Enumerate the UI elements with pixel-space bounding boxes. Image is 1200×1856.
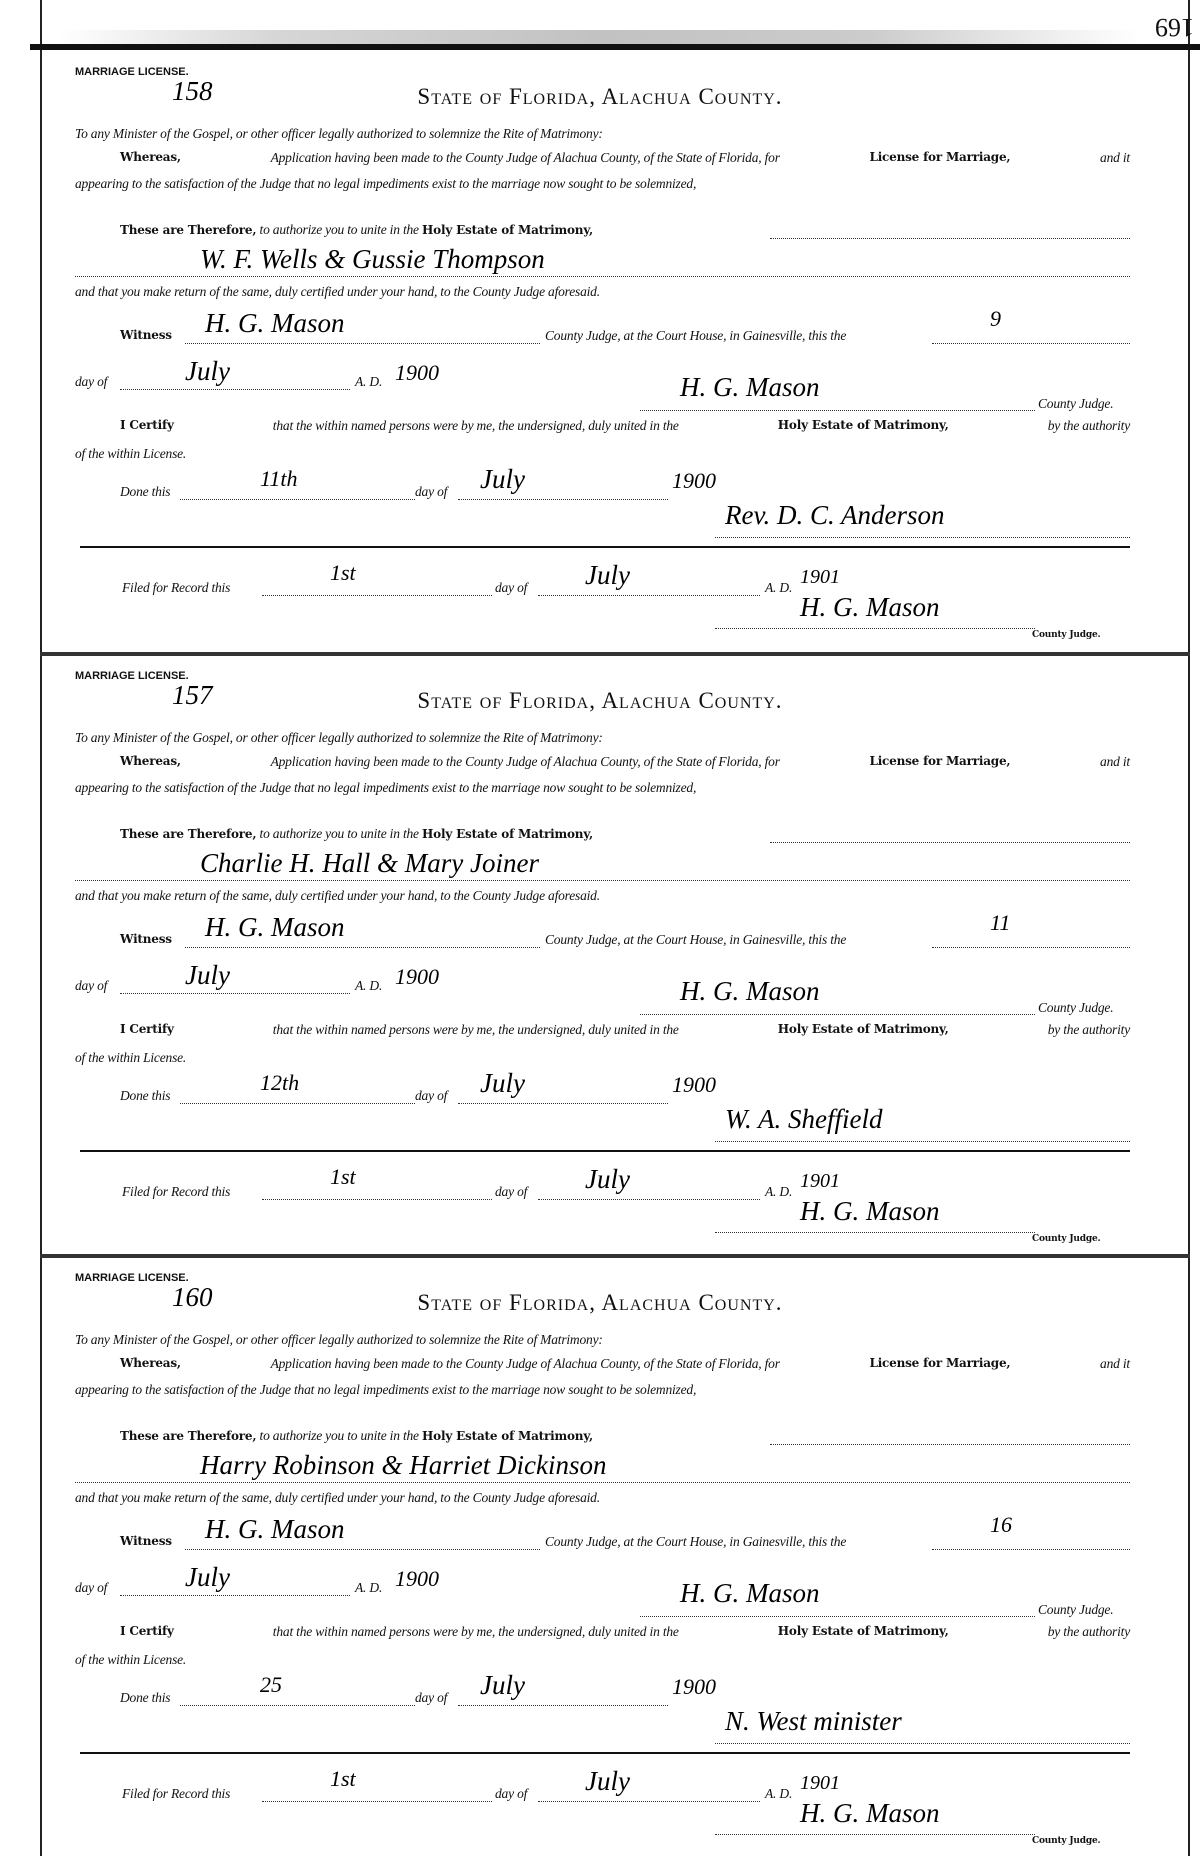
ad-label: A. D. [355,374,383,389]
judge-signature: H. G. Mason [680,1578,820,1608]
blank-line [770,842,1130,843]
day-of-label: day of [75,978,108,993]
blank-line [770,238,1130,239]
filed-signature: H. G. Mason [800,1798,940,1828]
ad-label: A. D. [355,1580,383,1595]
certify-lead: I Certify [120,418,174,432]
ad-label: A. D. [355,978,383,993]
issue-year: 1900 [395,964,439,989]
done-year: 1900 [672,1072,716,1097]
whereas-lead: Whereas, [120,150,181,164]
witness-signature: H. G. Mason [205,1514,345,1544]
page-number: 169 [1155,13,1194,42]
license-for-marriage: License for Marriage, [869,754,1011,768]
county-judge-label: County Judge. [1038,396,1114,411]
blank-line [715,1743,1130,1744]
license-number: 160 [172,1282,213,1312]
issue-year: 1900 [395,1566,439,1591]
filed-signature: H. G. Mason [800,592,940,622]
form-title: State of Florida, Alachua County. [417,688,783,713]
these-lead: These are Therefore, [120,827,257,841]
blank-line [458,499,668,500]
certify-lead: I Certify [120,1624,174,1638]
blank-line [715,537,1130,538]
ad-label: A. D. [765,1786,793,1801]
officiant-signature: Rev. D. C. Anderson [725,500,945,530]
day-of-label: day of [495,580,528,595]
done-day: 11th [260,466,298,491]
county-judge-at-label: County Judge, at the Court House, in Gainesville, this the [545,932,847,947]
couple-names: Harry Robinson & Harriet Dickinson [200,1450,607,1480]
return-line: and that you make return of the same, duly certified under your hand, to the County Judge aforesaid. [75,888,600,903]
these-line [120,222,593,238]
whereas-line [120,150,1130,166]
certify-line [120,1022,1130,1038]
blank-line [640,1616,1035,1617]
blank-line [180,1705,415,1706]
issue-month: July [185,356,230,386]
filed-day: 1st [330,1164,356,1189]
filed-signature: H. G. Mason [800,1196,940,1226]
address-line: To any Minister of the Gospel, or other officer legally authorized to solemnize the Rite of Matrimony: [75,126,603,141]
ad-label: A. D. [765,580,793,595]
blank-line [538,1199,760,1200]
these-line [120,826,593,842]
holy-estate: Holy Estate of Matrimony, [422,223,593,237]
county-judge-small-label: County Judge. [1032,1234,1101,1244]
done-this-label: Done this [120,1690,171,1705]
done-month: July [480,1068,525,1098]
certify-line [120,418,1130,434]
issue-day: 16 [990,1512,1012,1537]
day-of-label: day of [415,484,448,499]
county-judge-label: County Judge. [1038,1000,1114,1015]
judge-signature: H. G. Mason [680,976,820,1006]
done-month: July [480,1670,525,1700]
issue-year: 1900 [395,360,439,385]
done-day: 25 [260,1672,282,1697]
appearing-line: appearing to the satisfaction of the Judge that no legal impediments exist to the marriage now sought to be solemnized, [75,1382,697,1397]
section-rule [80,1752,1130,1754]
filed-month: July [585,560,630,590]
county-judge-label: County Judge. [1038,1602,1114,1617]
appearing-line: appearing to the satisfaction of the Judge that no legal impediments exist to the marriage now sought to be solemnized, [75,176,697,191]
holy-estate: Holy Estate of Matrimony, [777,1022,949,1036]
day-of-label: day of [495,1184,528,1199]
done-year: 1900 [672,468,716,493]
filed-day: 1st [330,560,356,585]
filed-label: Filed for Record this [122,580,231,595]
officiant-signature: N. West minister [725,1706,902,1736]
section-rule [80,1150,1130,1152]
blank-line [538,595,760,596]
day-of-label: day of [415,1088,448,1103]
holy-estate: Holy Estate of Matrimony, [777,1624,949,1638]
blank-line [120,993,350,994]
blank-line [185,343,540,344]
filed-year: 1901 [800,1170,840,1192]
blank-line [75,1482,1130,1483]
filed-label: Filed for Record this [122,1184,231,1199]
couple-names: W. F. Wells & Gussie Thompson [200,244,545,274]
witness-signature: H. G. Mason [205,912,345,942]
blank-line [458,1103,668,1104]
blank-line [715,1141,1130,1142]
holy-estate: Holy Estate of Matrimony, [422,827,593,841]
whereas-line [120,754,1130,770]
judge-signature: H. G. Mason [680,372,820,402]
county-judge-small-label: County Judge. [1032,630,1101,640]
license-number: 158 [172,76,213,106]
address-line: To any Minister of the Gospel, or other officer legally authorized to solemnize the Rite of Matrimony: [75,730,603,745]
blank-line [932,1549,1130,1550]
holy-estate: Holy Estate of Matrimony, [422,1429,593,1443]
blank-line [75,880,1130,881]
form-title: State of Florida, Alachua County. [417,1290,783,1315]
blank-line [770,1444,1130,1445]
license-for-marriage: License for Marriage, [869,150,1011,164]
address-line: To any Minister of the Gospel, or other officer legally authorized to solemnize the Rite of Matrimony: [75,1332,603,1347]
officiant-signature: W. A. Sheffield [725,1104,883,1134]
blank-line [715,1834,1035,1835]
filed-year: 1901 [800,1772,840,1794]
county-judge-at-label: County Judge, at the Court House, in Gainesville, this the [545,1534,847,1549]
blank-line [180,1103,415,1104]
filed-month: July [585,1766,630,1796]
blank-line [185,947,540,948]
witness-signature: H. G. Mason [205,308,345,338]
day-of-label: day of [415,1690,448,1705]
filed-month: July [585,1164,630,1194]
certify-text: that the within named persons were by me, the undersigned, duly united in the [272,1022,679,1037]
issue-day: 9 [990,306,1001,331]
issue-month: July [185,960,230,990]
day-of-label: day of [495,1786,528,1801]
and-it: and it [1100,754,1130,769]
appearing-line: appearing to the satisfaction of the Judge that no legal impediments exist to the marriage now sought to be solemnized, [75,780,697,795]
whereas-text: Application having been made to the County Judge of Alachua County, of the State of Florida, for [270,1356,780,1371]
within-license-line: of the within License. [75,1652,187,1667]
blank-line [538,1801,760,1802]
blank-line [120,389,350,390]
by-authority: by the authority [1047,418,1130,433]
witness-label: Witness [120,1534,172,1548]
these-lead: These are Therefore, [120,1429,257,1443]
these-text: to authorize you to unite in the [259,1428,419,1443]
by-authority: by the authority [1047,1624,1130,1639]
whereas-lead: Whereas, [120,1356,181,1370]
within-license-line: of the within License. [75,446,187,461]
these-text: to authorize you to unite in the [259,826,419,841]
certify-text: that the within named persons were by me, the undersigned, duly united in the [272,418,679,433]
certify-line [120,1624,1130,1640]
marriage-license-record [0,604,1200,1244]
witness-label: Witness [120,932,172,946]
certify-lead: I Certify [120,1022,174,1036]
marriage-license-record [0,0,1200,640]
license-number: 157 [172,680,213,710]
day-of-label: day of [75,1580,108,1595]
done-this-label: Done this [120,484,171,499]
blank-line [458,1705,668,1706]
these-line [120,1428,593,1444]
issue-day: 11 [990,910,1011,935]
blank-line [120,1595,350,1596]
and-it: and it [1100,1356,1130,1371]
license-for-marriage: License for Marriage, [869,1356,1011,1370]
blank-line [262,1199,492,1200]
marriage-license-label: MARRIAGE LICENSE. [75,1272,189,1284]
return-line: and that you make return of the same, duly certified under your hand, to the County Judge aforesaid. [75,284,600,299]
blank-line [75,276,1130,277]
by-authority: by the authority [1047,1022,1130,1037]
filed-day: 1st [330,1766,356,1791]
whereas-text: Application having been made to the County Judge of Alachua County, of the State of Florida, for [270,150,780,165]
and-it: and it [1100,150,1130,165]
blank-line [932,343,1130,344]
these-lead: These are Therefore, [120,223,257,237]
done-year: 1900 [672,1674,716,1699]
ad-label: A. D. [765,1184,793,1199]
whereas-line [120,1356,1130,1372]
witness-label: Witness [120,328,172,342]
county-judge-small-label: County Judge. [1032,1836,1101,1846]
issue-month: July [185,1562,230,1592]
holy-estate: Holy Estate of Matrimony, [777,418,949,432]
couple-names: Charlie H. Hall & Mary Joiner [200,848,539,878]
blank-line [262,1801,492,1802]
marriage-license-label: MARRIAGE LICENSE. [75,66,189,78]
whereas-lead: Whereas, [120,754,181,768]
blank-line [932,947,1130,948]
done-day: 12th [260,1070,300,1095]
filed-year: 1901 [800,566,840,588]
done-month: July [480,464,525,494]
filed-label: Filed for Record this [122,1786,231,1801]
these-text: to authorize you to unite in the [259,222,419,237]
marriage-license-label: MARRIAGE LICENSE. [75,670,189,682]
return-line: and that you make return of the same, duly certified under your hand, to the County Judge aforesaid. [75,1490,600,1505]
whereas-text: Application having been made to the County Judge of Alachua County, of the State of Florida, for [270,754,780,769]
marriage-license-record [0,1206,1200,1846]
within-license-line: of the within License. [75,1050,187,1065]
blank-line [185,1549,540,1550]
form-title: State of Florida, Alachua County. [417,84,783,109]
section-rule [80,546,1130,548]
blank-line [640,1014,1035,1015]
blank-line [640,410,1035,411]
blank-line [180,499,415,500]
blank-line [262,595,492,596]
county-judge-at-label: County Judge, at the Court House, in Gainesville, this the [545,328,847,343]
certify-text: that the within named persons were by me, the undersigned, duly united in the [272,1624,679,1639]
done-this-label: Done this [120,1088,171,1103]
day-of-label: day of [75,374,108,389]
